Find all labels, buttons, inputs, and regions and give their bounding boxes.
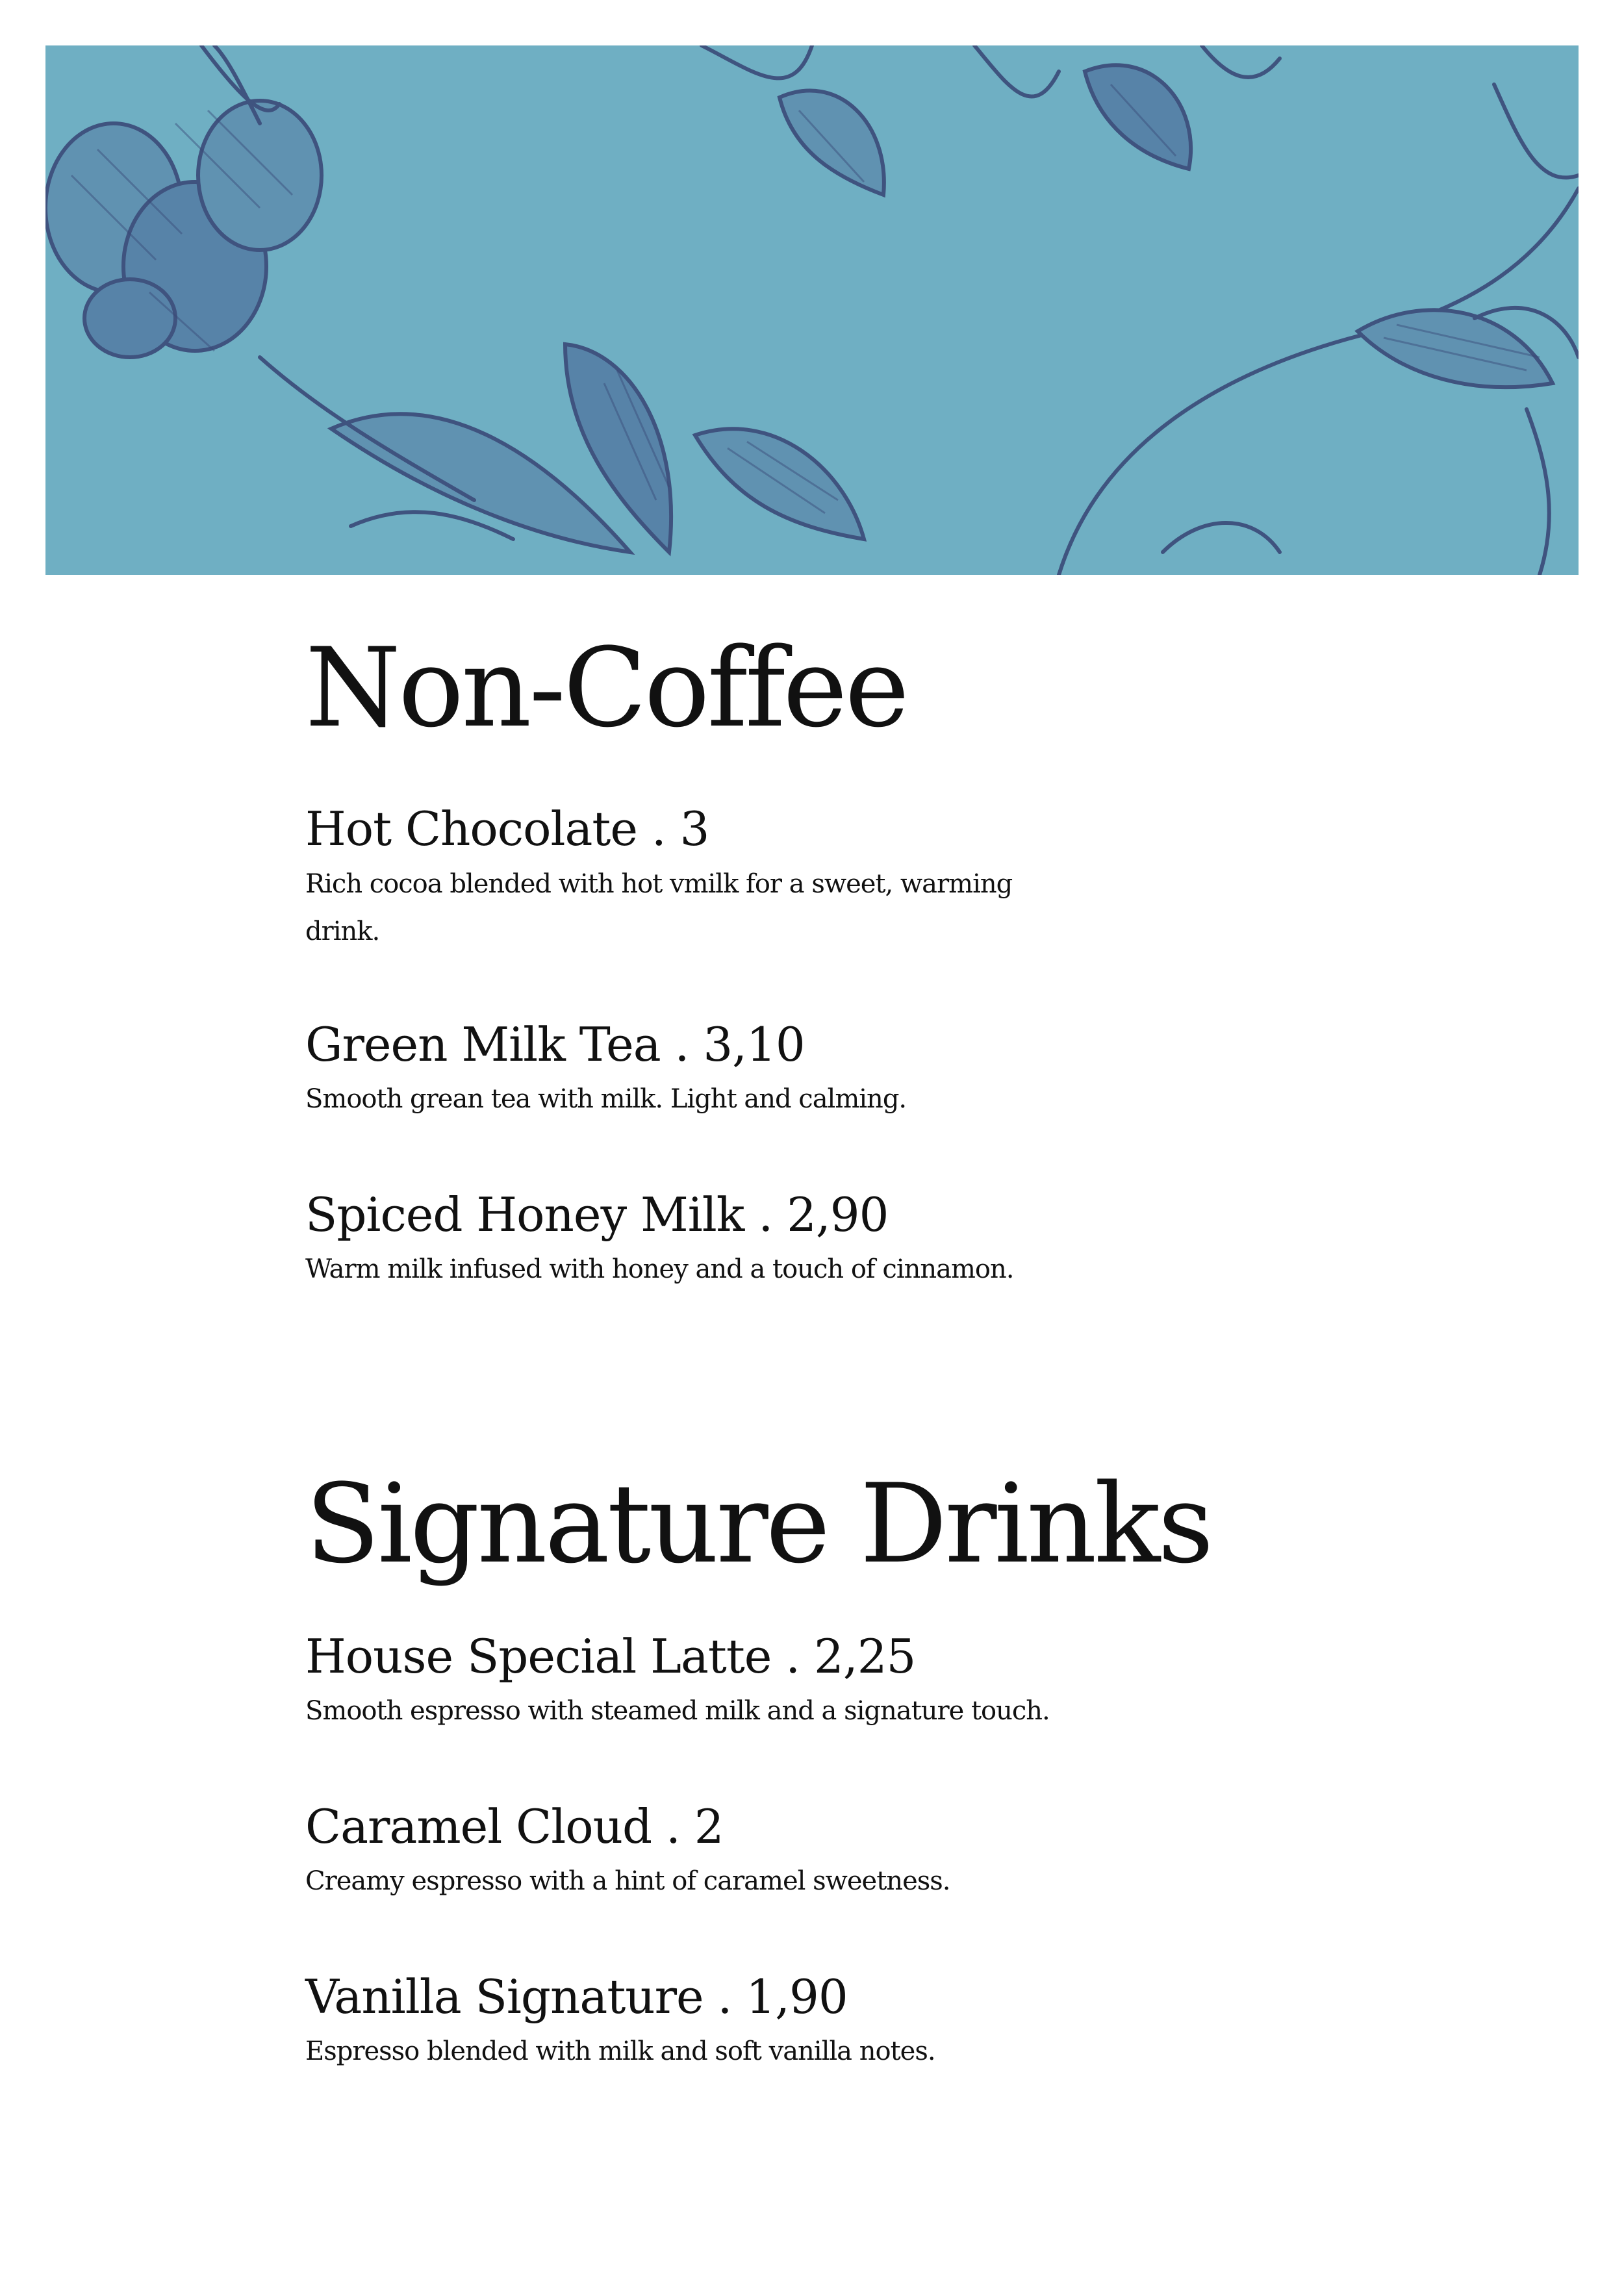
item-title-caramel-cloud: Caramel Cloud . 2: [305, 1799, 724, 1854]
item-desc-vanilla-signature: Espresso blended with milk and soft vanilla notes.: [305, 2036, 935, 2066]
section-title-signature-drinks: Signature Drinks: [305, 1460, 1212, 1588]
item-desc-hot-chocolate: Rich cocoa blended with hot vmilk for a sweet, warming drink.: [305, 869, 1013, 946]
item-desc-green-milk-tea: Smooth grean tea with milk. Light and calming.: [305, 1084, 907, 1114]
item-title-green-milk-tea: Green Milk Tea . 3,10: [305, 1017, 805, 1072]
item-title-house-special-latte: House Special Latte . 2,25: [305, 1629, 916, 1684]
header-banner: [45, 45, 1579, 575]
item-title-vanilla-signature: Vanilla Signature . 1,90: [305, 1969, 848, 2024]
item-desc-caramel-cloud: Creamy espresso with a hint of caramel sweetness.: [305, 1866, 950, 1896]
section-title-non-coffee: Non-Coffee: [305, 624, 907, 752]
item-desc-spiced-honey-milk: Warm milk infused with honey and a touch of cinnamon.: [305, 1254, 1014, 1284]
item-desc-house-special-latte: Smooth espresso with steamed milk and a signature touch.: [305, 1696, 1050, 1726]
botanical-illustration-icon: [45, 45, 1579, 575]
item-title-hot-chocolate: Hot Chocolate . 3: [305, 802, 709, 856]
item-title-spiced-honey-milk: Spiced Honey Milk . 2,90: [305, 1187, 889, 1242]
